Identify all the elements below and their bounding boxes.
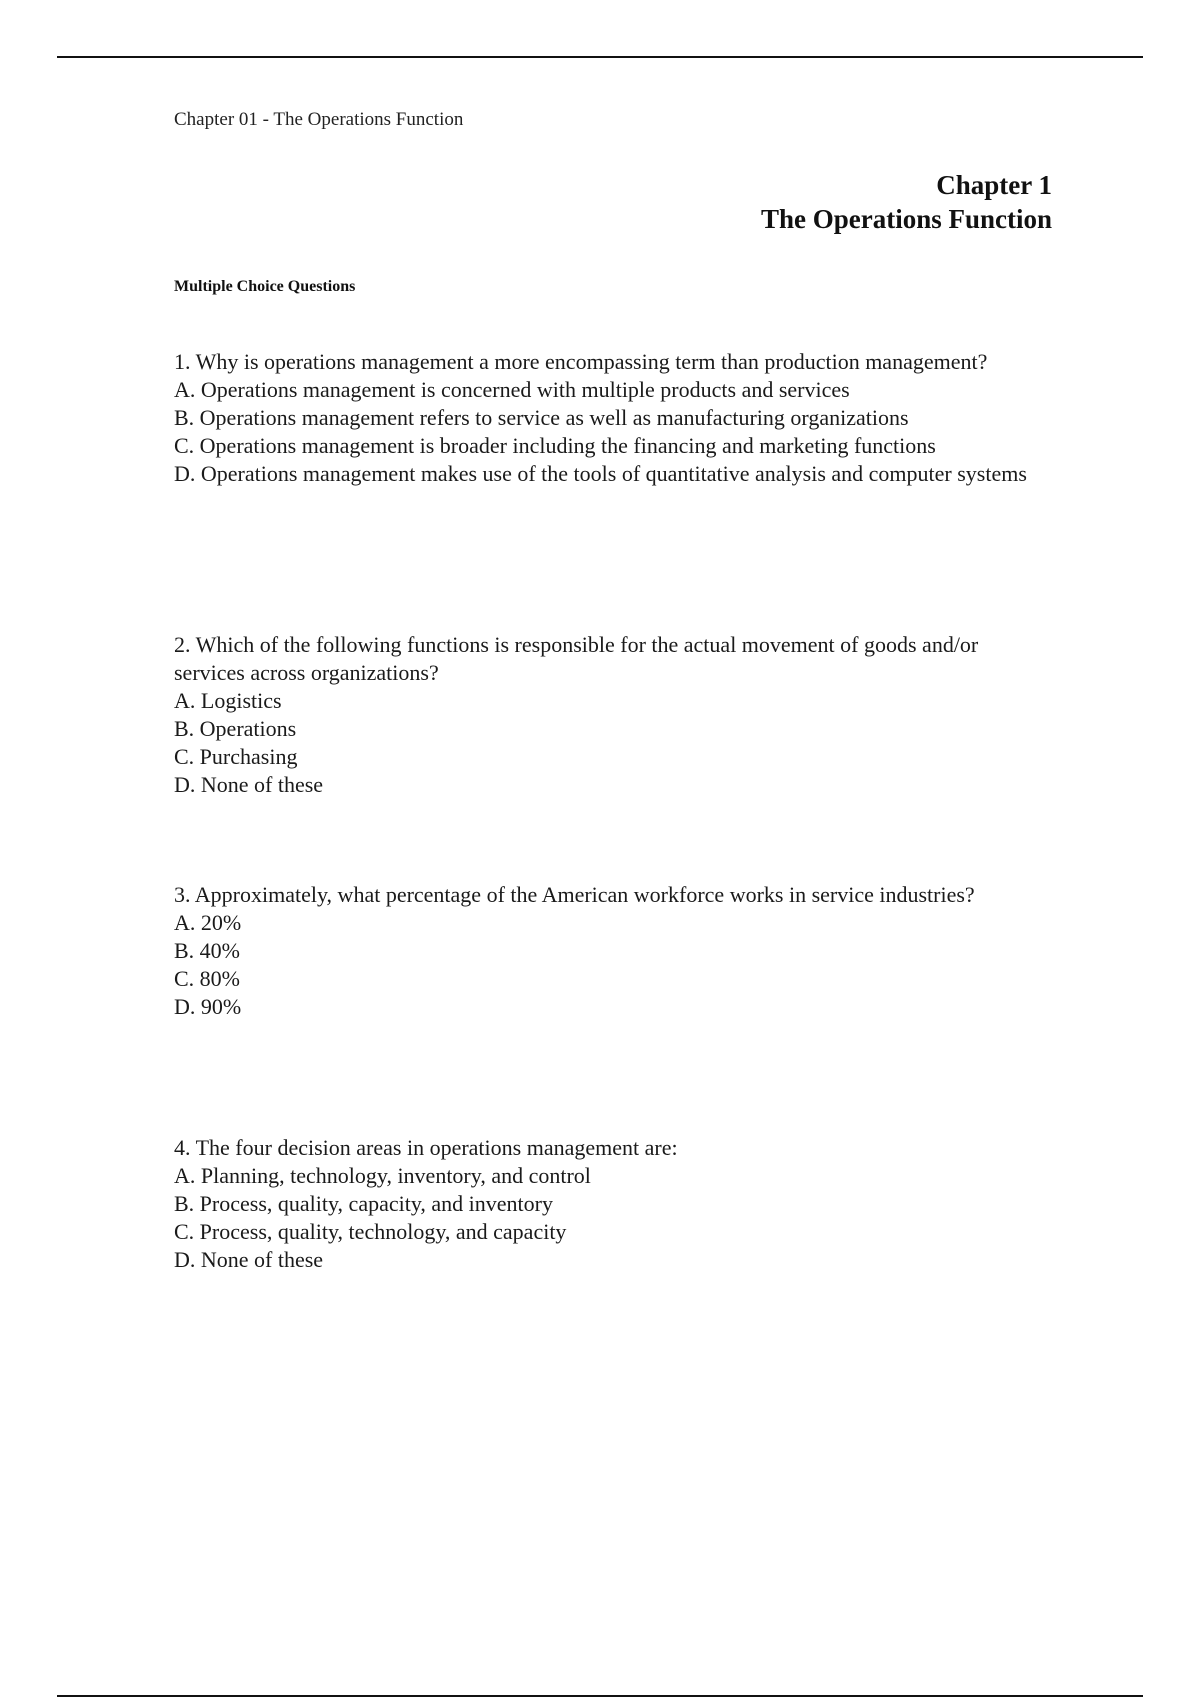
answer-option-c: C. Purchasing (174, 744, 298, 769)
answer-option-a: A. Planning, technology, inventory, and control (174, 1163, 591, 1188)
bottom-rule (57, 1695, 1143, 1697)
question-1 (174, 348, 1054, 488)
question-4 (174, 1134, 1054, 1274)
answer-option-d: D. 90% (174, 994, 242, 1019)
section-heading: Multiple Choice Questions (174, 278, 356, 295)
answer-option-a: A. Logistics (174, 688, 282, 713)
chapter-title (761, 168, 1052, 236)
answer-option-c: C. 80% (174, 966, 240, 991)
chapter-number: Chapter 1 (936, 170, 1052, 200)
answer-option-b: B. Operations management refers to service as well as manufacturing organizations (174, 405, 909, 430)
answer-option-c: C. Operations management is broader including the financing and marketing functions (174, 433, 936, 458)
question-3 (174, 881, 1054, 1021)
question-stem: 2. Which of the following functions is responsible for the actual movement of goods and/or services across organizations? (174, 632, 979, 685)
answer-option-a: A. 20% (174, 910, 242, 935)
answer-option-b: B. Operations (174, 716, 297, 741)
question-stem: 3. Approximately, what percentage of the American workforce works in service industries? (174, 882, 975, 907)
answer-option-d: D. Operations management makes use of the tools of quantitative analysis and computer systems (174, 461, 1027, 486)
answer-option-c: C. Process, quality, technology, and capacity (174, 1219, 567, 1244)
running-header: Chapter 01 - The Operations Function (174, 109, 464, 130)
answer-option-b: B. 40% (174, 938, 240, 963)
answer-option-b: B. Process, quality, capacity, and inventory (174, 1191, 553, 1216)
answer-option-a: A. Operations management is concerned with multiple products and services (174, 377, 850, 402)
answer-option-d: D. None of these (174, 772, 324, 797)
chapter-name: The Operations Function (760, 204, 1052, 234)
question-2 (174, 631, 1054, 799)
top-rule (57, 56, 1143, 58)
answer-option-d: D. None of these (174, 1247, 324, 1272)
question-stem: 4. The four decision areas in operations management are: (174, 1135, 678, 1160)
question-stem: 1. Why is operations management a more encompassing term than production management? (174, 349, 988, 374)
